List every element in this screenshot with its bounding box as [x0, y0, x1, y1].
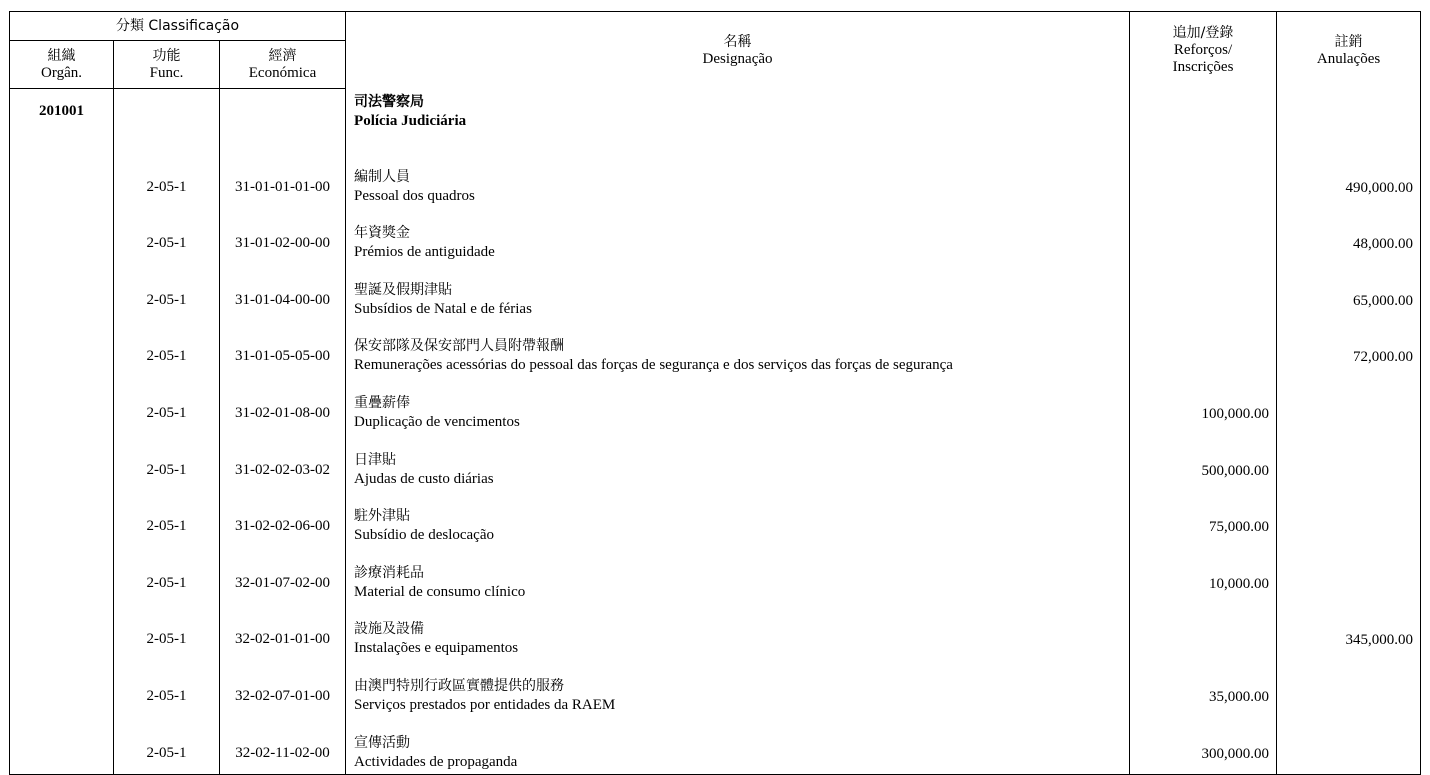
cancellations-header: 註銷 Anulações: [1277, 12, 1421, 89]
classification-label: 分類 Classificação: [115, 18, 240, 34]
table-row: [10, 208, 1421, 265]
designation-pt: Serviços prestados por entidades da RAEM: [354, 696, 616, 713]
organ-reinforcement-cell: [1130, 89, 1277, 152]
classification-header: [10, 12, 346, 41]
designation-cell: [346, 377, 1130, 434]
functional-code: 2-05-1: [114, 208, 220, 265]
cancellation-amount: [1277, 491, 1421, 548]
designation-cell: [346, 660, 1130, 717]
table-row: [10, 264, 1421, 321]
designation-pt: Subsídio de deslocação: [354, 527, 494, 544]
designation-zh: 日津貼: [354, 451, 397, 468]
table-body: [10, 89, 1421, 775]
designation-cell: [346, 604, 1130, 661]
designation-pt: Material de consumo clínico: [354, 583, 526, 600]
reinforcement-amount: [1130, 264, 1277, 321]
designation-zh: 年資獎金: [354, 225, 411, 242]
organ-code: 201001: [10, 89, 114, 152]
economic-code: 31-01-05-05-00: [220, 321, 346, 378]
organ-name-zh: 司法警察局: [354, 93, 425, 110]
cancellation-amount: [1277, 377, 1421, 434]
designation-zh: 宣傳活動: [354, 734, 411, 751]
cancellation-amount: [1277, 547, 1421, 604]
designation-zh: 編制人員: [354, 168, 411, 185]
table-row: [10, 434, 1421, 491]
organ-func-cell: [114, 89, 220, 152]
designation-cell: [346, 547, 1130, 604]
economic-code: 31-01-02-00-00: [220, 208, 346, 265]
designation-zh: 聖誕及假期津貼: [354, 281, 453, 298]
designation-pt: Actividades de propaganda: [354, 753, 518, 770]
reinforcements-header: 追加/登錄 Reforços/ Inscrições: [1130, 12, 1277, 89]
designation-pt: Duplicação de vencimentos: [354, 413, 520, 430]
organ-designation: [346, 89, 1130, 152]
reinforcement-amount: [1130, 321, 1277, 378]
cancellation-amount: 490,000.00: [1277, 151, 1421, 208]
reinforcement-amount: 35,000.00: [1130, 660, 1277, 717]
designation-zh: 診療消耗品: [354, 564, 425, 581]
functional-code: 2-05-1: [114, 717, 220, 774]
functional-code: 2-05-1: [114, 151, 220, 208]
designation-pt: Remunerações acessórias do pessoal das forças de segurança e dos serviços das forças de segurança: [354, 357, 953, 374]
budget-table: [9, 11, 1421, 775]
functional-code: 2-05-1: [114, 660, 220, 717]
designation-cell: [346, 717, 1130, 774]
table-row: [10, 377, 1421, 434]
designation-pt: Pessoal dos quadros: [354, 187, 475, 204]
functional-header: 功能 Func.: [114, 41, 220, 89]
cancellation-amount: 65,000.00: [1277, 264, 1421, 321]
designation-cell: [346, 434, 1130, 491]
organ-econ-cell: [220, 89, 346, 152]
designation-pt: Subsídios de Natal e de férias: [354, 300, 532, 317]
cancellation-amount: 345,000.00: [1277, 604, 1421, 661]
reinforcement-amount: [1130, 208, 1277, 265]
reinforcement-amount: 500,000.00: [1130, 434, 1277, 491]
reinforcement-amount: 100,000.00: [1130, 377, 1277, 434]
economic-code: 32-02-07-01-00: [220, 660, 346, 717]
table-row: [10, 151, 1421, 208]
cancellation-amount: 72,000.00: [1277, 321, 1421, 378]
economic-code: 32-02-11-02-00: [220, 717, 346, 774]
table-header: [10, 12, 1421, 89]
economic-header: 經濟 Económica: [220, 41, 346, 89]
designation-zh: 設施及設備: [354, 621, 425, 638]
table-row: [10, 717, 1421, 774]
functional-code: 2-05-1: [114, 434, 220, 491]
designation-cell: [346, 491, 1130, 548]
designation-zh: 駐外津貼: [354, 508, 411, 525]
functional-code: 2-05-1: [114, 604, 220, 661]
economic-code: 32-01-07-02-00: [220, 547, 346, 604]
economic-code: 32-02-01-01-00: [220, 604, 346, 661]
economic-code: 31-02-02-03-02: [220, 434, 346, 491]
economic-code: 31-02-02-06-00: [220, 491, 346, 548]
reinforcement-amount: [1130, 151, 1277, 208]
functional-code: 2-05-1: [114, 377, 220, 434]
cancellation-amount: [1277, 660, 1421, 717]
functional-code: 2-05-1: [114, 491, 220, 548]
designation-header: 名稱 Designação: [346, 12, 1130, 89]
organ-cancellation-cell: [1277, 89, 1421, 152]
designation-cell: [346, 151, 1130, 208]
functional-code: 2-05-1: [114, 547, 220, 604]
organ-name-pt: Polícia Judiciária: [354, 112, 467, 129]
designation-zh: 保安部隊及保安部門人員附帶報酬: [354, 338, 565, 355]
designation-zh: 由澳門特別行政區實體提供的服務: [354, 677, 565, 694]
reinforcement-amount: 300,000.00: [1130, 717, 1277, 774]
designation-cell: [346, 208, 1130, 265]
economic-code: 31-01-01-01-00: [220, 151, 346, 208]
table-row: [10, 321, 1421, 378]
designation-pt: Prémios de antiguidade: [354, 244, 495, 261]
designation-pt: Instalações e equipamentos: [354, 640, 519, 657]
table-row: [10, 660, 1421, 717]
reinforcement-amount: 10,000.00: [1130, 547, 1277, 604]
functional-code: 2-05-1: [114, 321, 220, 378]
economic-code: 31-02-01-08-00: [220, 377, 346, 434]
table-row: [10, 547, 1421, 604]
cancellation-amount: [1277, 717, 1421, 774]
organic-header: 組織 Orgân.: [10, 41, 114, 89]
organ-row: [10, 89, 1421, 152]
designation-zh: 重疊薪俸: [354, 394, 411, 411]
functional-code: 2-05-1: [114, 264, 220, 321]
table-row: [10, 604, 1421, 661]
designation-pt: Ajudas de custo diárias: [354, 470, 494, 487]
table-row: [10, 491, 1421, 548]
economic-code: 31-01-04-00-00: [220, 264, 346, 321]
reinforcement-amount: 75,000.00: [1130, 491, 1277, 548]
designation-cell: [346, 264, 1130, 321]
reinforcement-amount: [1130, 604, 1277, 661]
cancellation-amount: 48,000.00: [1277, 208, 1421, 265]
designation-cell: [346, 321, 1130, 378]
cancellation-amount: [1277, 434, 1421, 491]
